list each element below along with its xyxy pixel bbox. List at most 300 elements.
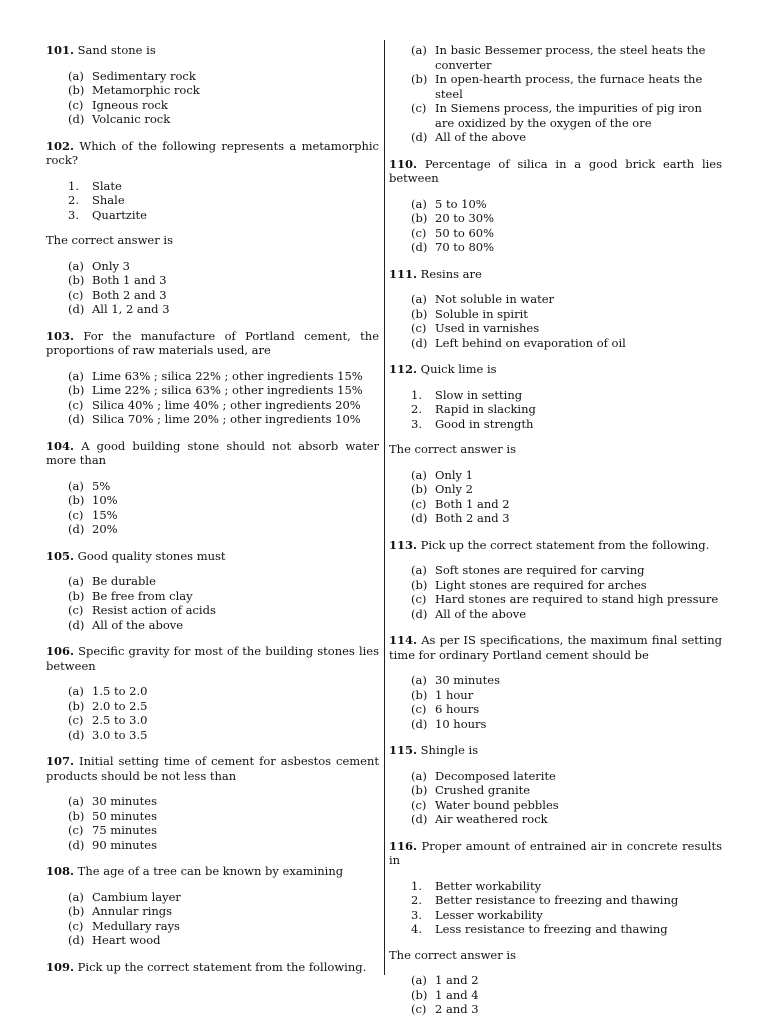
statement-label: 2. [68, 193, 79, 207]
option-item [46, 728, 379, 743]
option-item [389, 688, 722, 703]
option-text: 20 to 30% [435, 211, 495, 225]
option-item [389, 717, 722, 732]
option-text: 30 minutes [435, 673, 501, 687]
option-label: (d) [411, 716, 428, 731]
option-list [389, 673, 722, 731]
question-106 [46, 644, 379, 742]
option-text: All of the above [435, 130, 527, 144]
option-item [389, 307, 722, 322]
option-text: 1 and 4 [435, 987, 479, 1002]
option-item [46, 603, 379, 618]
option-text: Used in varnishes [435, 321, 540, 335]
question-stem [46, 960, 379, 975]
option-list [389, 973, 722, 1017]
statement-item [389, 893, 722, 908]
option-text: Soft stones are required for carving [435, 563, 645, 577]
question-stem [389, 743, 722, 758]
question-number: 108. [46, 864, 75, 878]
option-label: (d) [68, 412, 85, 426]
option-text: Annular rings [92, 904, 173, 918]
option-item [46, 493, 379, 508]
option-item [46, 288, 379, 303]
statement-text: Better resistance to freezing and thawing [435, 893, 679, 907]
option-item [389, 673, 722, 688]
option-text: Not soluble in water [435, 292, 555, 306]
question-number: 106. [46, 644, 75, 658]
option-item [389, 226, 722, 241]
question-text: Which of the following represents a metamorphic rock? [46, 138, 379, 167]
statement-label: 3. [411, 416, 422, 431]
statement-text: Quartzite [92, 207, 147, 222]
option-text: 5% [92, 478, 111, 493]
statement-label: 2. [411, 893, 422, 907]
option-label: (a) [411, 43, 427, 57]
option-text: Light stones are required for arches [435, 577, 647, 592]
option-list [389, 197, 722, 255]
statement-label: 1. [411, 878, 422, 893]
question-number: 113. [389, 537, 418, 552]
option-label: (a) [411, 768, 427, 783]
option-item [389, 973, 722, 988]
statement-item [389, 388, 722, 403]
option-text: 70 to 80% [435, 240, 495, 254]
option-label: (c) [411, 797, 427, 812]
option-item [46, 412, 379, 427]
continued-options-list [389, 43, 722, 145]
option-text: Both 2 and 3 [92, 287, 167, 302]
option-text: 1 hour [435, 687, 474, 702]
option-item [46, 713, 379, 728]
option-label: (b) [411, 306, 428, 321]
statement-text: Good in strength [435, 416, 534, 431]
option-text: 1.5 to 2.0 [92, 684, 148, 698]
question-number: 107. [46, 754, 75, 768]
option-text: All of the above [92, 617, 184, 632]
option-text: 50 minutes [92, 808, 158, 823]
option-label: (b) [68, 808, 85, 823]
option-item [46, 383, 379, 398]
option-label: (b) [68, 383, 85, 397]
option-item [46, 98, 379, 113]
question-number: 112. [389, 362, 418, 376]
option-item [389, 482, 722, 497]
option-text: Only 2 [435, 482, 473, 496]
option-list [46, 479, 379, 537]
question-text: Good quality stones must [77, 548, 226, 563]
right-column [389, 43, 722, 1029]
option-item [389, 72, 722, 101]
option-text: 3.0 to 3.5 [92, 727, 148, 742]
question-text: Pick up the correct statement from the following. [77, 959, 367, 974]
statement-item [389, 402, 722, 417]
statement-item [389, 922, 722, 937]
option-label: (b) [411, 211, 428, 225]
option-label: (d) [411, 130, 428, 144]
option-label: (b) [68, 588, 85, 603]
option-list [389, 468, 722, 526]
option-label: (c) [68, 603, 84, 617]
statement-item [389, 879, 722, 894]
question-108 [46, 864, 379, 948]
question-number: 110. [389, 156, 418, 171]
option-item [389, 240, 722, 255]
option-item [46, 809, 379, 824]
statement-text: Shale [92, 193, 125, 207]
option-text: Lime 63% ; silica 22% ; other ingredients 15% [92, 368, 363, 383]
question-number: 116. [389, 838, 418, 853]
option-label: (a) [68, 684, 84, 698]
option-label: (b) [411, 72, 428, 86]
statement-list [389, 388, 722, 432]
option-item [389, 292, 722, 307]
option-item [46, 838, 379, 853]
option-list [389, 769, 722, 827]
option-text: Volcanic rock [92, 112, 171, 126]
option-item [46, 618, 379, 633]
option-text: 5 to 10% [435, 196, 487, 211]
option-text: 90 minutes [92, 837, 158, 852]
option-text: Silica 40% ; lime 40% ; other ingredients 20% [92, 397, 361, 412]
option-text: Resist action of acids [92, 603, 216, 617]
option-label: (a) [68, 574, 84, 588]
question-stem [389, 633, 722, 662]
option-label: (b) [68, 904, 85, 918]
question-text: As per IS specifications, the maximum final setting time for ordinary Portland cement should be [389, 633, 722, 662]
question-text: The age of a tree can be known by examining [77, 864, 344, 878]
question-111 [389, 267, 722, 351]
option-item [389, 511, 722, 526]
question-stem [389, 267, 722, 282]
option-item [46, 890, 379, 905]
option-label: (a) [411, 973, 427, 987]
statement-list [46, 179, 379, 223]
option-label: (b) [68, 698, 85, 713]
option-text: Lime 22% ; silica 63% ; other ingredients 15% [92, 383, 363, 397]
option-label: (c) [411, 702, 427, 716]
option-text: 10% [92, 493, 118, 507]
statement-text: Lesser workability [435, 907, 543, 922]
option-label: (d) [411, 812, 428, 826]
option-text: Igneous rock [92, 97, 168, 112]
answer-prompt: The correct answer is [389, 947, 516, 962]
option-item [46, 919, 379, 934]
option-label: (b) [68, 83, 85, 97]
option-text: Metamorphic rock [92, 83, 200, 97]
question-stem [46, 439, 379, 468]
statement-text: Less resistance to freezing and thawing [435, 922, 668, 936]
option-label: (b) [411, 577, 428, 592]
question-113 [389, 538, 722, 622]
option-item [389, 592, 722, 607]
question-number: 115. [389, 743, 418, 757]
question-stem [46, 864, 379, 879]
question-103 [46, 329, 379, 427]
option-text: 15% [92, 507, 118, 522]
option-label: (c) [411, 321, 427, 335]
option-label: (c) [411, 1002, 427, 1016]
statement-text: Slate [92, 178, 122, 193]
statement-text: Rapid in slacking [435, 402, 536, 416]
option-item [46, 479, 379, 494]
question-number: 103. [46, 328, 75, 343]
option-item [46, 398, 379, 413]
question-104 [46, 439, 379, 537]
option-label: (a) [411, 196, 427, 211]
option-list [389, 563, 722, 621]
question-number: 101. [46, 43, 75, 57]
question-text: Resins are [420, 266, 482, 281]
option-label: (a) [68, 368, 84, 383]
option-item [389, 578, 722, 593]
option-label: (a) [68, 258, 84, 273]
option-label: (c) [68, 507, 84, 522]
question-stem [389, 538, 722, 553]
question-109-continued [389, 43, 722, 145]
answer-prompt: The correct answer is [389, 442, 516, 456]
question-114 [389, 633, 722, 731]
statement-item [389, 417, 722, 432]
question-number: 102. [46, 138, 75, 153]
option-item [46, 823, 379, 838]
option-label: (b) [411, 687, 428, 702]
option-text: Only 3 [92, 258, 130, 273]
question-116 [389, 839, 722, 1017]
option-item [389, 43, 722, 72]
option-label: (a) [68, 794, 84, 808]
option-label: (a) [68, 68, 84, 83]
option-text: In basic Bessemer process, the steel heats the converter [435, 43, 706, 72]
question-stem [46, 644, 379, 673]
option-item [46, 302, 379, 317]
option-text: 1 and 2 [435, 973, 479, 987]
option-text: 6 hours [435, 702, 480, 716]
option-label: (b) [411, 987, 428, 1002]
option-text: Soluble in spirit [435, 306, 528, 321]
option-text: 2.0 to 2.5 [92, 698, 148, 713]
option-item [46, 589, 379, 604]
option-label: (d) [411, 240, 428, 254]
statement-label: 3. [411, 907, 422, 922]
option-label: (b) [68, 273, 85, 287]
option-text: Decomposed laterite [435, 768, 556, 783]
option-item [389, 468, 722, 483]
option-item [389, 336, 722, 351]
statement-item [46, 179, 379, 194]
option-item [46, 904, 379, 919]
option-label: (a) [411, 673, 427, 687]
option-text: Cambium layer [92, 889, 181, 904]
option-text: Crushed granite [435, 783, 531, 797]
option-text: 50 to 60% [435, 225, 495, 240]
option-label: (d) [411, 606, 428, 621]
option-item [389, 497, 722, 512]
question-109 [46, 960, 379, 975]
statement-text: Slow in setting [435, 387, 523, 402]
option-label: (d) [68, 727, 85, 742]
option-label: (c) [68, 713, 84, 727]
option-text: Sedimentary rock [92, 68, 196, 83]
statement-label: 4. [411, 922, 422, 936]
option-item [389, 211, 722, 226]
option-item [46, 508, 379, 523]
option-label: (d) [68, 522, 85, 536]
statement-item [46, 208, 379, 223]
option-text: Medullary rays [92, 918, 180, 933]
option-item [46, 273, 379, 288]
option-item [389, 197, 722, 212]
option-text: Both 2 and 3 [435, 511, 510, 525]
statement-label: 2. [411, 402, 422, 416]
option-text: Heart wood [92, 933, 161, 947]
option-item [46, 794, 379, 809]
option-item [389, 1002, 722, 1017]
question-number: 114. [389, 633, 418, 647]
option-label: (b) [411, 783, 428, 797]
answer-prompt: The correct answer is [46, 233, 173, 247]
option-item [389, 321, 722, 336]
question-stem [46, 549, 379, 564]
option-list [46, 259, 379, 317]
question-stem [46, 43, 379, 58]
question-105 [46, 549, 379, 633]
option-text: Left behind on evaporation of oil [435, 335, 626, 350]
option-label: (c) [411, 225, 427, 240]
option-item [389, 563, 722, 578]
question-text: Specific gravity for most of the building stones lies between [46, 644, 380, 673]
option-text: In open-hearth process, the furnace heats the steel [435, 72, 703, 101]
option-list [46, 794, 379, 852]
option-item [389, 783, 722, 798]
question-text: Initial setting time of cement for asbestos cement products should be not less than [46, 754, 380, 783]
question-number: 109. [46, 959, 75, 974]
option-text: 75 minutes [92, 823, 158, 837]
option-item [389, 798, 722, 813]
statement-label: 1. [68, 178, 79, 193]
option-item [46, 259, 379, 274]
question-number: 104. [46, 438, 75, 453]
question-text: Percentage of silica in a good brick earth lies between [389, 156, 723, 185]
option-text: 30 minutes [92, 794, 158, 808]
option-item [389, 812, 722, 827]
option-text: Only 1 [435, 467, 473, 482]
option-item [46, 574, 379, 589]
option-list [46, 684, 379, 742]
question-text: Pick up the correct statement from the following. [420, 537, 710, 552]
question-101 [46, 43, 379, 127]
option-label: (a) [411, 563, 427, 577]
option-label: (b) [68, 493, 85, 507]
question-115 [389, 743, 722, 827]
question-text: For the manufacture of Portland cement, the proportions of raw materials used, are [46, 328, 380, 357]
question-stem [389, 362, 722, 377]
option-label: (a) [68, 889, 84, 904]
option-list [46, 890, 379, 948]
option-item [389, 130, 722, 145]
option-label: (d) [411, 511, 428, 525]
question-102 [46, 139, 379, 317]
statement-item [389, 908, 722, 923]
question-112 [389, 362, 722, 526]
option-label: (b) [411, 482, 428, 496]
option-label: (c) [68, 918, 84, 933]
option-text: Silica 70% ; lime 20% ; other ingredients 10% [92, 412, 361, 426]
option-label: (a) [411, 292, 427, 306]
option-text: Be free from clay [92, 588, 193, 603]
option-label: (d) [68, 617, 85, 632]
option-text: All of the above [435, 606, 527, 621]
option-item [389, 101, 722, 130]
statement-item [46, 193, 379, 208]
option-item [46, 112, 379, 127]
option-text: 20% [92, 522, 118, 536]
option-label: (c) [68, 97, 84, 112]
question-text: Sand stone is [77, 43, 156, 57]
option-text: Be durable [92, 574, 156, 588]
option-label: (c) [411, 496, 427, 511]
option-text: All 1, 2 and 3 [92, 302, 170, 316]
option-label: (a) [68, 478, 84, 493]
option-text: 10 hours [435, 716, 487, 731]
left-column [46, 43, 379, 986]
option-item [46, 699, 379, 714]
option-label: (d) [68, 837, 85, 852]
option-item [389, 702, 722, 717]
option-label: (d) [68, 933, 85, 947]
option-label: (c) [68, 397, 84, 412]
option-item [389, 607, 722, 622]
option-label: (a) [411, 467, 427, 482]
option-label: (d) [411, 335, 428, 350]
option-label: (c) [68, 823, 84, 837]
question-number: 111. [389, 266, 418, 281]
question-stem [46, 139, 379, 168]
option-list [46, 69, 379, 127]
option-item [46, 369, 379, 384]
question-text: Quick lime is [420, 362, 497, 376]
statement-list [389, 879, 722, 937]
option-item [46, 83, 379, 98]
option-list [46, 369, 379, 427]
statement-label: 3. [68, 207, 79, 222]
option-text: Both 1 and 3 [92, 273, 167, 287]
option-list [46, 574, 379, 632]
question-stem [46, 329, 379, 358]
option-label: (c) [68, 287, 84, 302]
statement-label: 1. [411, 387, 422, 402]
option-item [46, 69, 379, 84]
statement-text: Better workability [435, 878, 542, 893]
question-stem [389, 839, 722, 868]
option-item [389, 988, 722, 1003]
question-107 [46, 754, 379, 852]
option-item [389, 769, 722, 784]
option-text: Water bound pebbles [435, 797, 559, 812]
option-list [389, 292, 722, 350]
option-item [46, 522, 379, 537]
option-text: 2 and 3 [435, 1002, 479, 1016]
option-label: (d) [68, 112, 85, 126]
option-item [46, 684, 379, 699]
question-text: A good building stone should not absorb water more than [46, 438, 379, 467]
question-text: Shingle is [420, 743, 479, 757]
question-110 [389, 157, 722, 255]
question-number: 105. [46, 548, 75, 563]
option-label: (d) [68, 302, 85, 316]
question-stem [389, 157, 722, 186]
option-text: In Siemens process, the impurities of pig iron are oxidized by the oxygen of the ore [435, 101, 702, 130]
option-text: 2.5 to 3.0 [92, 713, 148, 727]
